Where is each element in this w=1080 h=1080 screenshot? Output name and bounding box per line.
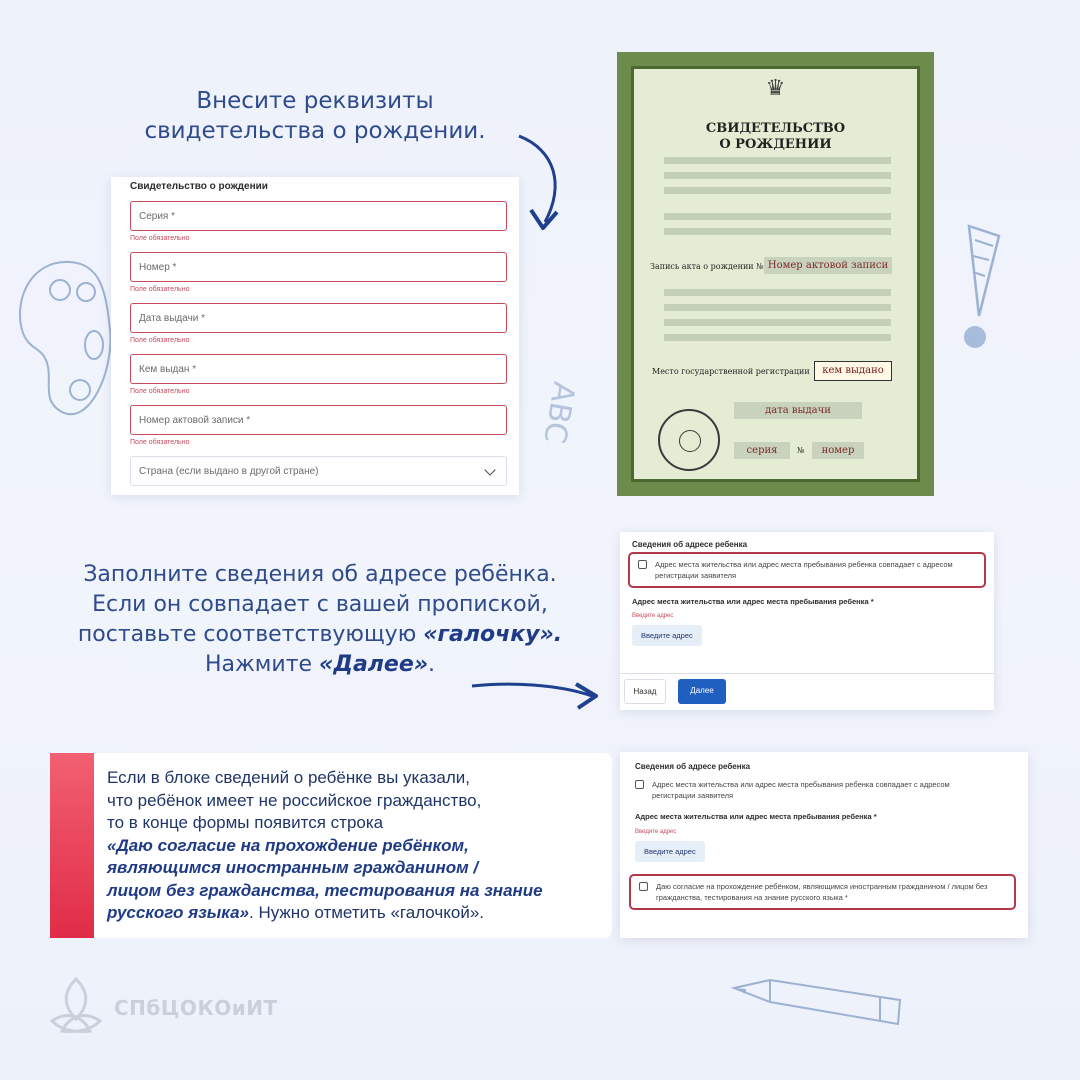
coat-of-arms-icon: ♛ <box>765 75 786 100</box>
country-select[interactable] <box>130 456 507 486</box>
note-text <box>107 767 607 925</box>
heading-line: Если он совпадает с вашей пропиской, <box>92 592 548 617</box>
accent-stripe <box>50 753 94 938</box>
note-emphasis: русского языка» <box>107 903 250 922</box>
heading-line: Заполните сведения об адресе ребёнка. <box>83 562 557 587</box>
note-emphasis: лицом без гражданства, тестирования на знание <box>107 880 543 900</box>
error-message: Поле обязательно <box>130 235 190 242</box>
text-line-placeholder <box>664 172 891 179</box>
text-line-placeholder <box>664 228 891 235</box>
consent-checkbox[interactable] <box>639 882 648 891</box>
same-address-label: Адрес места жительства или адрес места пребывания ребенка совпадает с адресом регистрации заявителя <box>655 560 953 580</box>
heading-text: . <box>428 652 436 677</box>
note-line: что ребёнок имеет не российское гражданство, <box>107 790 482 810</box>
certificate-title-line: СВИДЕТЕЛЬСТВО <box>705 121 846 136</box>
series-box: серия <box>734 442 790 459</box>
certificate-title-line: О РОЖДЕНИИ <box>719 137 832 152</box>
consent-option[interactable] <box>639 881 1006 903</box>
abc-doodle: ABC <box>536 379 582 446</box>
note-emphasis: «Даю согласие на прохождение ребёнком, <box>107 835 469 855</box>
same-address-option[interactable] <box>635 779 995 801</box>
certificate-title <box>634 121 917 153</box>
child-address-form <box>620 532 994 710</box>
heading-line <box>40 620 600 650</box>
series-field[interactable]: Серия * <box>130 201 507 231</box>
note-text-end: . Нужно отметить «галочкой». <box>249 903 485 922</box>
text-line-placeholder <box>664 157 891 164</box>
error-message: Поле обязательно <box>130 337 190 344</box>
text-line-placeholder <box>664 334 891 341</box>
same-address-checkbox[interactable] <box>635 780 644 789</box>
heading-fill-address <box>40 560 600 680</box>
form-section-title: Свидетельство о рождении <box>130 181 268 192</box>
note-line <box>107 835 607 858</box>
record-number-field[interactable]: Номер актовой записи * <box>130 405 507 435</box>
note-line <box>107 902 607 925</box>
consent-highlight <box>629 874 1016 910</box>
note-line: Если в блоке сведений о ребёнке вы указали, <box>107 768 471 787</box>
logo-text: СПбЦОКОиИТ <box>114 996 278 1020</box>
form-buttons <box>620 673 994 710</box>
chevron-down-icon <box>484 464 495 475</box>
back-button[interactable]: Назад <box>624 679 666 704</box>
consent-form <box>620 752 1028 938</box>
heading-emphasis: «Далее» <box>319 652 429 677</box>
number-box: номер <box>812 442 864 459</box>
same-address-option[interactable] <box>638 559 976 581</box>
error-message: Введите адрес <box>635 829 677 835</box>
note-line: то в конце формы появится строка <box>107 813 384 832</box>
logo-icon <box>46 975 106 1035</box>
error-message: Поле обязательно <box>130 439 190 446</box>
error-message: Поле обязательно <box>130 388 190 395</box>
heading-emphasis: «галочку». <box>423 622 563 647</box>
heading-enter-certificate <box>120 86 510 146</box>
error-message: Введите адрес <box>632 613 674 619</box>
issued-by-field[interactable]: Кем выдан * <box>130 354 507 384</box>
exclamation-doodle <box>955 220 1015 360</box>
number-sign: № <box>797 446 805 455</box>
country-select-label: Страна (если выдано в другой стране) <box>139 466 319 477</box>
pencil-doodle <box>730 970 910 1030</box>
issue-date-box: дата выдачи <box>734 402 862 419</box>
place-label: Место государственной регистрации <box>652 367 810 376</box>
seal-icon <box>658 409 720 471</box>
text-line-placeholder <box>664 319 891 326</box>
note-line <box>107 880 607 903</box>
record-number-box: Номер актовой записи <box>764 257 892 274</box>
same-address-highlight <box>628 552 986 588</box>
text-line-placeholder <box>664 289 891 296</box>
error-message: Поле обязательно <box>130 286 190 293</box>
form-section-title: Сведения об адресе ребенка <box>635 762 751 771</box>
heading-text: поставьте соответствующую <box>77 622 424 647</box>
heading-line <box>40 650 600 680</box>
text-line-placeholder <box>664 304 891 311</box>
heading-line: свидетельства о рождении. <box>144 118 486 144</box>
record-label: Запись акта о рождении № <box>650 262 764 271</box>
same-address-label: Адрес места жительства или адрес места пребывания ребенка совпадает с адресом регистрации заявителя <box>652 780 950 800</box>
note-line <box>107 857 607 880</box>
text-line-placeholder <box>664 213 891 220</box>
foreign-citizen-note <box>50 753 612 938</box>
form-section-title: Сведения об адресе ребенка <box>632 540 748 549</box>
issued-by-box: кем выдано <box>814 361 892 381</box>
note-emphasis: являющимся иностранным гражданином / <box>107 858 479 877</box>
enter-address-button[interactable]: Введите адрес <box>635 841 705 862</box>
next-button[interactable]: Далее <box>678 679 726 704</box>
same-address-checkbox[interactable] <box>638 560 647 569</box>
issue-date-field[interactable]: Дата выдачи * <box>130 303 507 333</box>
consent-label: Даю согласие на прохождение ребёнком, являющимся иностранным гражданином / лицом без гражданства, тестирования на знание русского языка * <box>656 882 988 902</box>
birth-certificate-form <box>111 177 519 495</box>
enter-address-button[interactable]: Введите адрес <box>632 625 702 646</box>
heading-text: Нажмите <box>204 652 320 677</box>
number-field[interactable]: Номер * <box>130 252 507 282</box>
palette-doodle <box>10 250 120 430</box>
address-title: Адрес места жительства или адрес места пребывания ребенка * <box>632 597 874 606</box>
address-title: Адрес места жительства или адрес места пребывания ребенка * <box>635 812 877 821</box>
birth-certificate-image <box>617 52 934 496</box>
text-line-placeholder <box>664 187 891 194</box>
heading-line: Внесите реквизиты <box>196 88 434 114</box>
